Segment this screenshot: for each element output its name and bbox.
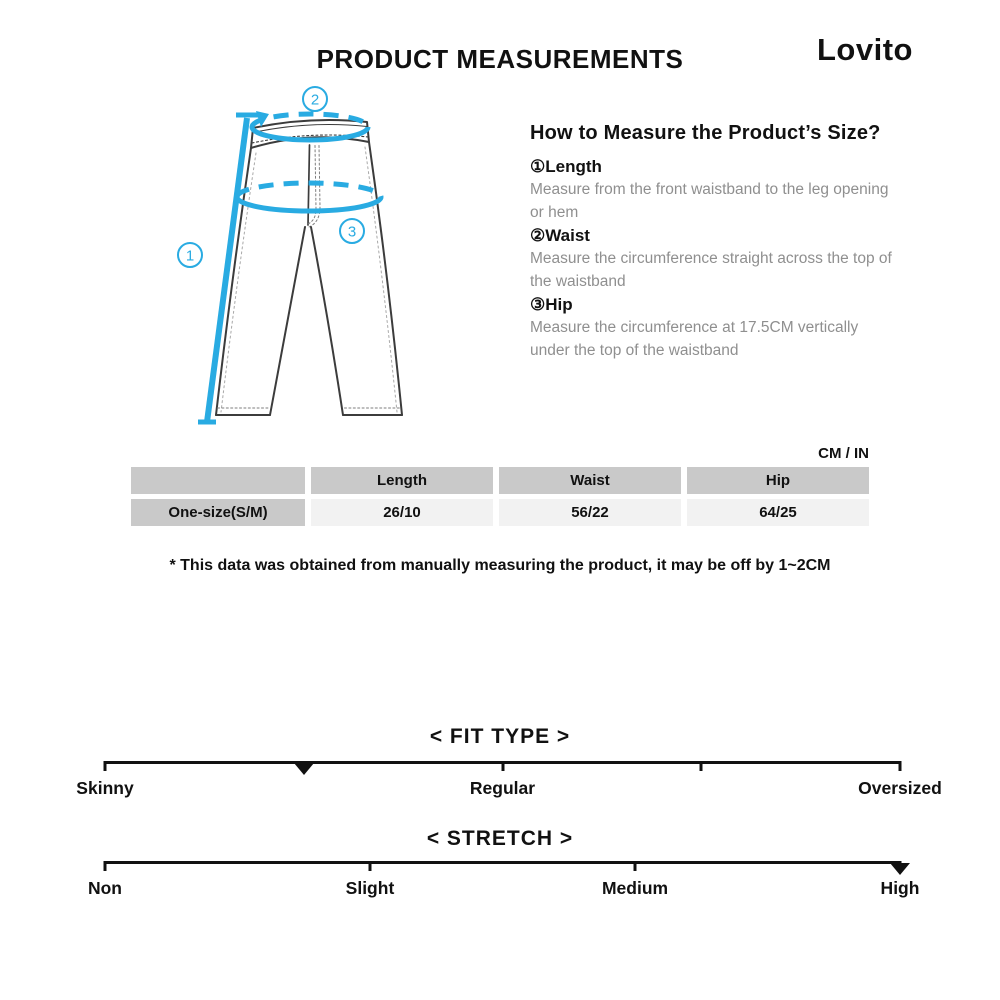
length-measure-line — [207, 118, 247, 422]
scale-tick — [634, 861, 637, 871]
brand-logo: Lovito — [817, 32, 913, 67]
scale-label-regular: Regular — [469, 778, 536, 798]
scale-marker — [294, 763, 314, 775]
scale-label-skinny: Skinny — [76, 778, 134, 798]
measurements-table — [131, 467, 869, 526]
table-row-size-label: One-size(S/M) — [131, 499, 305, 526]
stretch-title: < STRETCH > — [426, 827, 574, 850]
pants-measurement-diagram — [150, 85, 500, 445]
scale-tick — [501, 761, 504, 771]
table-header-length: Length — [311, 467, 493, 494]
stretch-scale — [87, 861, 920, 898]
marker-1-label: 1 — [185, 247, 195, 265]
scale-tick — [899, 761, 902, 771]
measure-item-hip-label: ③Hip — [530, 295, 573, 314]
units-label: CM / IN — [818, 445, 869, 462]
table-cell-waist: 56/22 — [499, 499, 681, 526]
marker-2-label: 2 — [310, 91, 320, 109]
measure-item-waist-desc: Measure the circumference straight across the top of the waistband — [530, 250, 892, 290]
table-cell-length: 26/10 — [311, 499, 493, 526]
fit-type-scale — [76, 761, 942, 798]
table-header-hip: Hip — [687, 467, 869, 494]
scale-label-oversized: Oversized — [858, 778, 942, 798]
scale-label-medium: Medium — [601, 878, 669, 898]
scale-marker — [890, 863, 910, 875]
table-corner-cell — [131, 467, 305, 494]
how-to-measure-section — [530, 122, 902, 362]
table-header-waist: Waist — [499, 467, 681, 494]
scale-tick — [104, 761, 107, 771]
measure-item-length-label: ①Length — [530, 157, 602, 176]
scale-tick — [104, 861, 107, 871]
measure-item-hip-desc: Measure the circumference at 17.5CM vertically under the top of the waistband — [530, 319, 859, 359]
scale-label-high: High — [880, 878, 920, 898]
table-cell-hip: 64/25 — [687, 499, 869, 526]
how-to-measure-heading: How to Measure the Product’s Size? — [530, 122, 881, 144]
scale-tick — [700, 761, 703, 771]
measure-item-length-desc: Measure from the front waistband to the leg opening or hem — [530, 181, 889, 221]
page-title: PRODUCT MEASUREMENTS — [316, 44, 684, 74]
scale-label-slight: Slight — [345, 878, 395, 898]
measure-item-waist-label: ②Waist — [530, 226, 590, 245]
fit-type-title: < FIT TYPE > — [429, 725, 571, 748]
measurement-footnote: * This data was obtained from manually measuring the product, it may be off by 1~2CM — [169, 557, 831, 574]
scale-tick — [368, 861, 371, 871]
scale-label-non: Non — [87, 878, 123, 898]
marker-3-label: 3 — [347, 223, 357, 241]
